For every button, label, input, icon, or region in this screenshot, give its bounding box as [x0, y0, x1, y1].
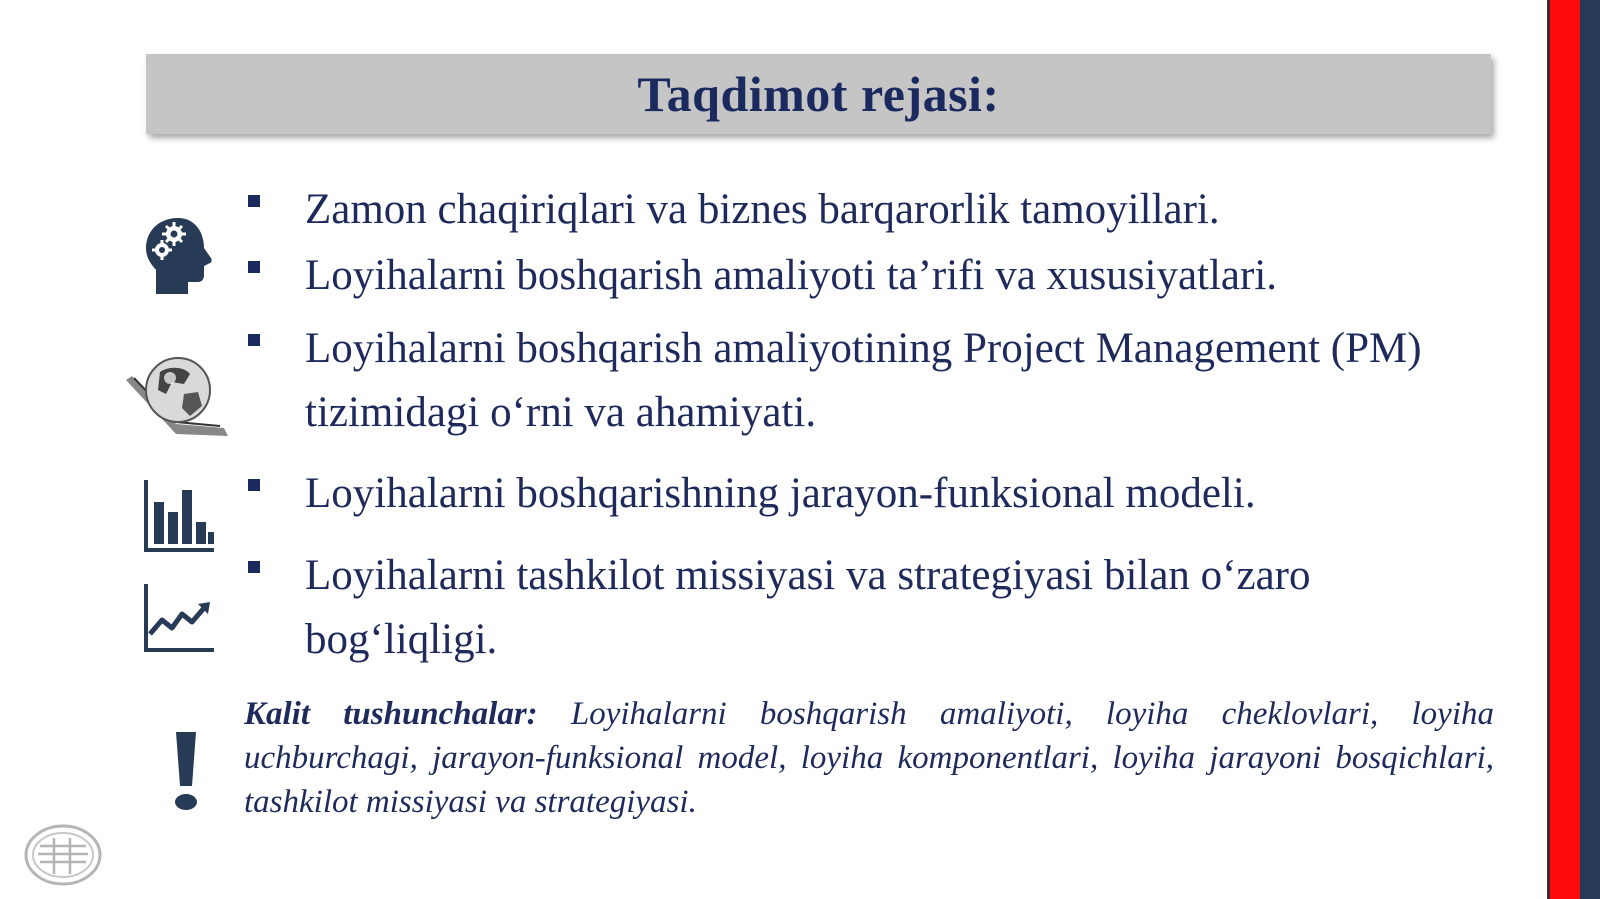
bullet-text: Loyihalarni boshqarish amaliyoti ta’rifi va xususiyatlari. [305, 252, 1278, 299]
bullet-square [248, 561, 260, 573]
bullet-square [248, 334, 260, 346]
bullet-text: Loyihalarni boshqarish amaliyotining Project Management (PM) tizimidagi o‘rni va ahamiyati. [305, 325, 1422, 436]
bullet-text: Loyihalarni boshqarishning jarayon-funksional modeli. [305, 470, 1256, 517]
head-gears-icon [142, 216, 214, 296]
key-concepts-text: Loyihalarni boshqarish amaliyoti, loyiha cheklovlari, loyiha uchburchagi, jarayon-funksional model, loyiha komponentlari, loyiha jarayoni bosqichlari, tashkilot missiyasi va strategiyasi. [244, 696, 1494, 820]
bullet-square [248, 195, 260, 207]
bullet-square [248, 479, 260, 491]
exclamation-icon [172, 730, 200, 812]
bullet-text: Zamon chaqiriqlari va biznes barqarorlik tamoyillari. [305, 186, 1220, 233]
right-red-stripe [1550, 0, 1580, 899]
bullet-text: Loyihalarni tashkilot missiyasi va strategiyasi bilan o‘zaro bog‘liqligi. [305, 552, 1311, 663]
line-chart-icon [142, 584, 214, 654]
slide-title: Taqdimot rejasi: [637, 66, 1000, 122]
university-logo-icon [24, 824, 102, 886]
title-banner [146, 54, 1491, 134]
bar-chart-icon [142, 480, 214, 554]
key-concepts [244, 692, 1494, 824]
key-concepts-label: Kalit tushunchalar: [244, 696, 538, 732]
bullet-square [248, 261, 260, 273]
globe-laptop-icon [124, 354, 228, 444]
right-navy-stripe [1580, 0, 1600, 899]
